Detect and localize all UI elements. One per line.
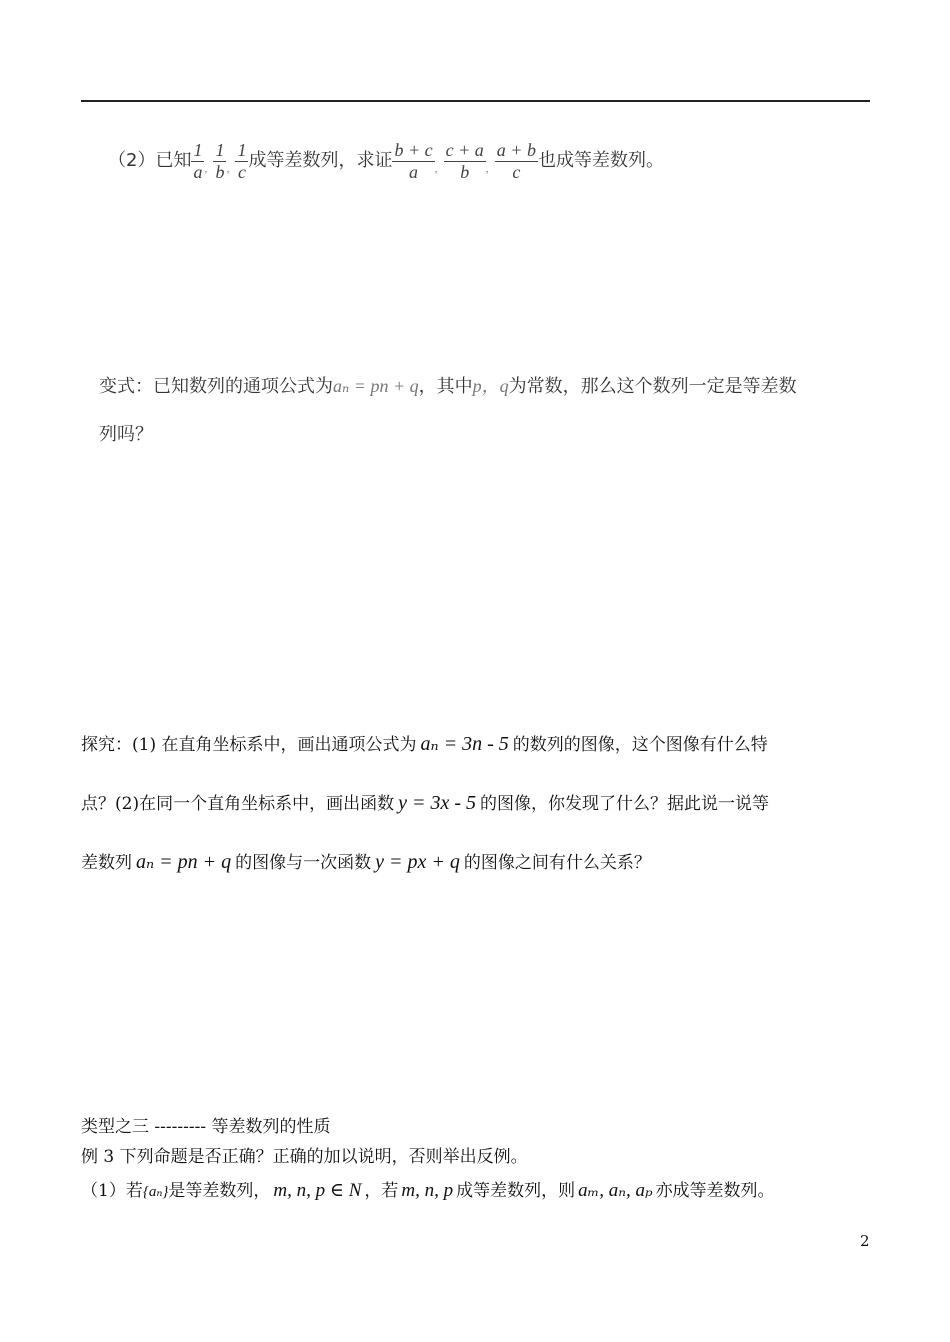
fraction-ca-over-b: $\frac{c + a}{b}$ (445, 139, 484, 182)
variant-vars: p，q (472, 376, 509, 396)
section-heading: 类型之三 --------- 等差数列的性质 (81, 1117, 331, 1137)
variant-line-2: 列吗？ (99, 424, 153, 445)
mnp: m, n, p (401, 1180, 454, 1201)
explore-formula-apq: aₙ = pn + q (136, 851, 232, 873)
variant-formula: aₙ = pn + q (333, 376, 419, 396)
page-number: 2 (860, 1232, 870, 1250)
explore-line-2: 点？(2)在同一个直角坐标系中，画出函数 y = 3x - 5 的图像，你发现了什么？据此说一说等 (81, 792, 770, 814)
fraction-1-over-b: $\frac{1}{b}$ (215, 139, 225, 182)
explore-formula-ypq: y = px + q (375, 851, 460, 873)
problem-2-mid: 成等差数列，求证 (248, 150, 393, 171)
condition-mnp-in-n: m, n, p ∈ N (273, 1180, 362, 1201)
sequence-set: {aₙ} (142, 1184, 169, 1200)
problem-2-suffix: 也成等差数列。 (537, 150, 664, 171)
fraction-bc-over-a: $\frac{b + c}{a}$ (394, 139, 433, 182)
explore-line-1: 探究：(1) 在直角坐标系中，画出通项公式为 aₙ = 3n - 5 的数列的图像，这个图像有什么特 (81, 733, 768, 755)
problem-2: （2）已知 $\frac{1}{a}$ $_,$ $\frac{1}{b}$ $_,$ $\frac{1}{c}$ 成等差数列，求证 $\frac{b + c}{a}$ $_,$ $\frac{c + a}{b}$ $_,$ $\frac{a + b}{c}$ 也成等差数列。 (108, 139, 664, 182)
header-rule (81, 100, 870, 102)
example-3: 例 3 下列命题是否正确？正确的加以说明，否则举出反例。 (81, 1147, 528, 1167)
fraction-1-over-c: $\frac{1}{c}$ (237, 139, 247, 182)
fraction-1-over-a: $\frac{1}{a}$ (193, 139, 203, 182)
example-3-item-1: （1）若{aₙ}是等差数列， m, n, p ∈ N ，若 m, n, p 成等差数列，则 aₘ, aₙ, aₚ 亦成等差数列。 (81, 1180, 775, 1201)
explore-formula-an: aₙ = 3n - 5 (420, 733, 509, 755)
problem-2-prefix: （2）已知 (108, 150, 192, 171)
explore-line-3: 差数列 aₙ = pn + q 的图像与一次函数 y = px + q 的图像之间有什么关系？ (81, 851, 651, 873)
terms-am-an-ap: aₘ, aₙ, aₚ (578, 1180, 653, 1201)
fraction-ab-over-c: $\frac{a + b}{c}$ (496, 139, 536, 182)
variant-line-1: 变式：已知数列的通项公式为aₙ = pn + q，其中p，q为常数，那么这个数列一定是等差数 (99, 376, 797, 397)
explore-formula-y: y = 3x - 5 (398, 792, 477, 814)
